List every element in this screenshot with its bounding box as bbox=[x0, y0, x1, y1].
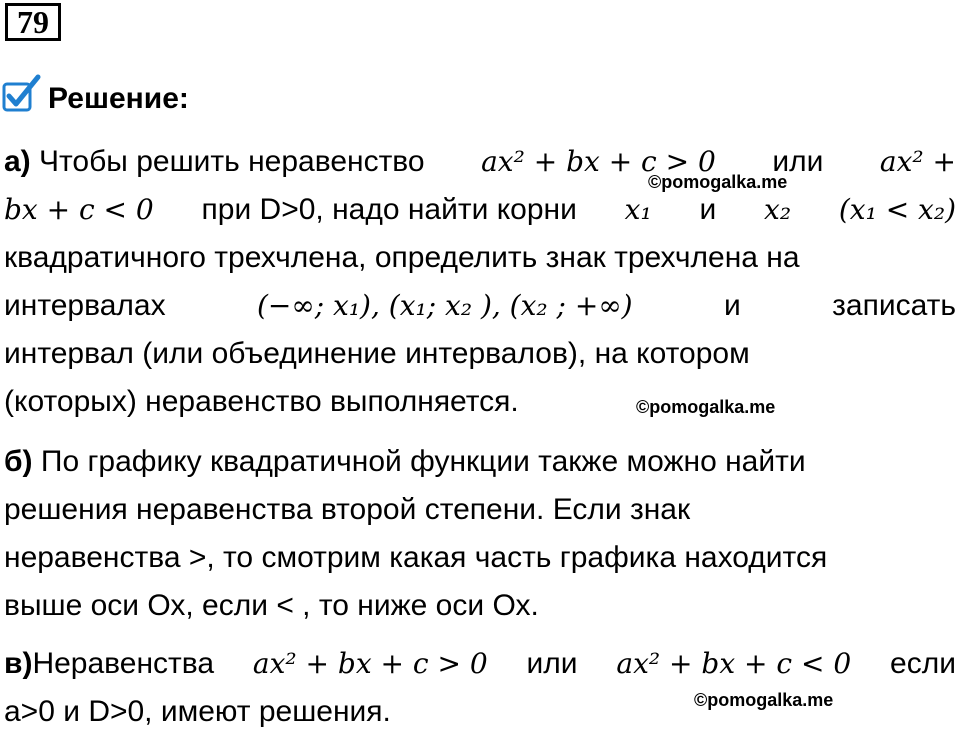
part-a-text: записать bbox=[832, 289, 956, 322]
part-b-label: б) bbox=[4, 445, 33, 478]
part-c-text: Неравенства bbox=[32, 647, 215, 680]
part-b-text: решения неравенства второй степени. Если знак bbox=[4, 493, 691, 526]
part-a-text: и bbox=[723, 289, 741, 322]
part-a-text: и bbox=[699, 193, 717, 226]
part-a-text: (которых) неравенство выполняется. bbox=[4, 385, 519, 418]
intervals-math: (−∞; x₁), (x₁; x₂ ), (x₂ ; +∞) bbox=[256, 289, 633, 322]
part-b-line-2 bbox=[4, 486, 956, 534]
inequality-greater: ax² + bx + c > 0 bbox=[252, 647, 488, 680]
inequality-fragment: ax² + bbox=[879, 145, 956, 178]
inequality-less: ax² + bx + c < 0 bbox=[616, 647, 852, 680]
inequality-greater: ax² + bx + c > 0 bbox=[481, 145, 716, 178]
part-b-text: выше оси Ох, если < , то ниже оси Ох. bbox=[4, 589, 539, 622]
part-a bbox=[4, 138, 956, 426]
part-b-text: неравенства >, то смотрим какая часть графика находится bbox=[4, 541, 828, 574]
part-a-label: а) bbox=[4, 145, 31, 178]
part-a-text: квадратичного трехчлена, определить знак трехчлена на bbox=[4, 241, 800, 274]
part-c-line-1 bbox=[4, 640, 956, 688]
inequality-less: bx + c < 0 bbox=[4, 193, 154, 226]
roots-order: (x₁ < x₂) bbox=[838, 193, 956, 226]
part-a-text: или bbox=[772, 145, 824, 178]
part-a-text: интервал (или объединение интервалов), на котором bbox=[4, 337, 750, 370]
part-a-line-2 bbox=[4, 186, 956, 234]
part-b-text: По графику квадратичной функции также можно найти bbox=[40, 445, 806, 478]
watermark: ©pomogalka.me bbox=[694, 690, 834, 710]
part-c-text: или bbox=[526, 647, 578, 680]
part-c-text: a>0 и D>0, имеют решения. bbox=[4, 695, 391, 728]
solution-heading: Решение: bbox=[48, 82, 189, 115]
part-b-line-1 bbox=[4, 438, 956, 486]
part-c bbox=[4, 640, 956, 736]
part-b bbox=[4, 438, 956, 630]
watermark: ©pomogalka.me bbox=[648, 172, 788, 192]
part-a-text: интервалах bbox=[4, 289, 166, 322]
checkbox-checked-icon bbox=[2, 74, 42, 114]
part-a-line-1 bbox=[4, 138, 956, 186]
part-a-line-5 bbox=[4, 330, 956, 378]
watermark: ©pomogalka.me bbox=[636, 397, 776, 417]
part-a-line-4 bbox=[4, 282, 956, 330]
part-c-text: если bbox=[890, 647, 956, 680]
part-b-line-3 bbox=[4, 534, 956, 582]
part-a-text: при D>0, надо найти корни bbox=[201, 193, 577, 226]
root-x2: x₂ bbox=[764, 193, 792, 226]
root-x1: x₁ bbox=[624, 193, 652, 226]
part-a-text: Чтобы решить неравенство bbox=[39, 145, 425, 178]
task-number: 79 bbox=[5, 3, 61, 41]
part-a-line-3 bbox=[4, 234, 956, 282]
part-b-line-4 bbox=[4, 582, 956, 630]
part-a-line-6 bbox=[4, 378, 956, 426]
part-c-label: в) bbox=[4, 647, 33, 680]
